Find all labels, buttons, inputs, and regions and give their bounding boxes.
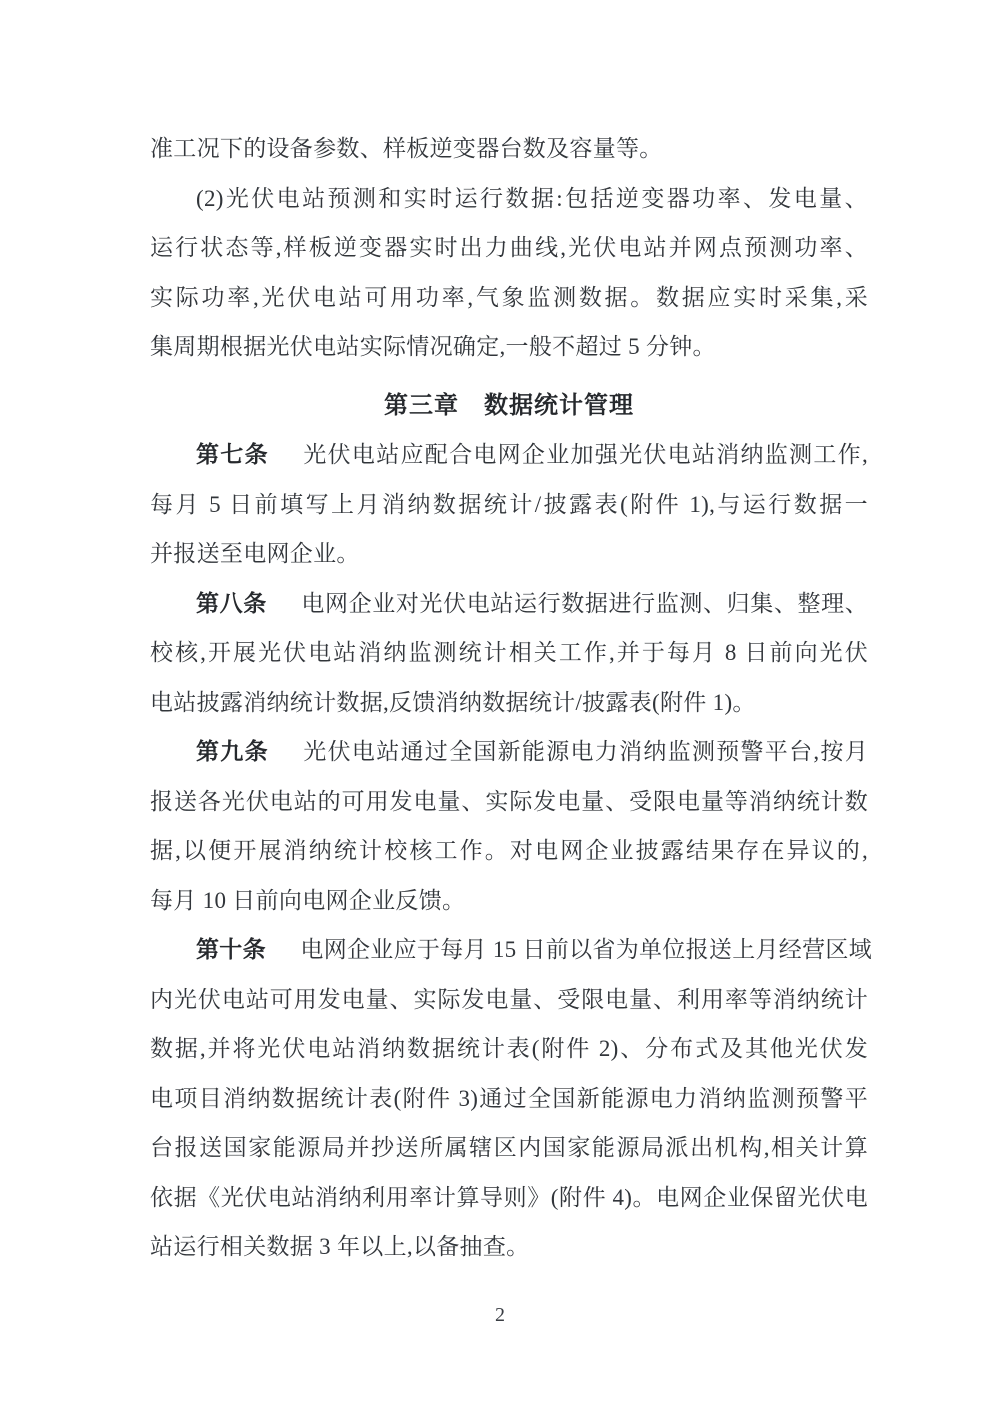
- document-body: [150, 124, 873, 1272]
- article-9-line-4: 每月 10 日前向电网企业反馈。: [150, 887, 466, 913]
- article-8-label: 第八条: [196, 589, 267, 616]
- paragraph-2-line-2: 运行状态等,样板逆变器实时出力曲线,光伏电站并网点预测功率、: [150, 235, 868, 260]
- article-9-line-3: 据,以便开展消纳统计校核工作。对电网企业披露结果存在异议的,: [150, 838, 868, 863]
- paragraph-2-line-4: 集周期根据光伏电站实际情况确定,一般不超过 5 分钟。: [150, 334, 716, 359]
- article-10-line-6: 依据《光伏电站消纳利用率计算导则》(附件 4)。电网企业保留光伏电: [150, 1184, 868, 1210]
- article-10-first-line: [150, 925, 873, 975]
- article-7-first-text: 光伏电站应配合电网企业加强光伏电站消纳监测工作,: [303, 442, 868, 467]
- article-8-line-3: 电站披露消纳统计数据,反馈消纳数据统计/披露表(附件 1)。: [150, 689, 756, 715]
- paragraph-2-line-3: 实际功率,光伏电站可用功率,气象监测数据。数据应实时采集,采: [150, 284, 868, 310]
- article-7-label: 第七条: [196, 441, 269, 467]
- article-10-line-3: 数据,并将光伏电站消纳数据统计表(附件 2)、分布式及其他光伏发: [150, 1036, 868, 1061]
- article-10-label: 第十条: [196, 936, 266, 962]
- article-10-line-5: 台报送国家能源局并抄送所属辖区内国家能源局派出机构,相关计算: [150, 1135, 868, 1160]
- article-10-first-text: 电网企业应于每月 15 日前以省为单位报送上月经营区域: [300, 937, 873, 962]
- article-8-line-2: 校核,开展光伏电站消纳监测统计相关工作,并于每月 8 日前向光伏: [150, 640, 868, 665]
- article-7-first-line: [150, 430, 868, 480]
- article-9-first-text: 光伏电站通过全国新能源电力消纳监测预警平台,按月: [303, 739, 868, 764]
- article-7-line-2: 每月 5 日前填写上月消纳数据统计/披露表(附件 1),与运行数据一: [150, 491, 868, 517]
- article-9-label: 第九条: [196, 738, 269, 764]
- article-9-line-2: 报送各光伏电站的可用发电量、实际发电量、受限电量等消纳统计数: [150, 788, 868, 814]
- article-10-line-2: 内光伏电站可用发电量、实际发电量、受限电量、利用率等消纳统计: [150, 986, 868, 1012]
- chapter-heading: 第三章 数据统计管理: [384, 391, 634, 419]
- article-8-first-line: [150, 579, 868, 629]
- paragraph-2-line-1: (2)光伏电站预测和实时运行数据:包括逆变器功率、发电量、: [196, 185, 868, 211]
- article-7-line-3: 并报送至电网企业。: [150, 541, 360, 566]
- paragraph-continuation-line: 准工况下的设备参数、样板逆变器台数及容量等。: [150, 136, 663, 161]
- article-10-line-7: 站运行相关数据 3 年以上,以备抽查。: [150, 1234, 530, 1259]
- article-10-line-4: 电项目消纳数据统计表(附件 3)通过全国新能源电力消纳监测预警平: [150, 1085, 868, 1111]
- article-8-first-text: 电网企业对光伏电站运行数据进行监测、归集、整理、: [301, 590, 868, 616]
- article-9-first-line: [150, 727, 868, 777]
- page-number: 2: [495, 1304, 505, 1326]
